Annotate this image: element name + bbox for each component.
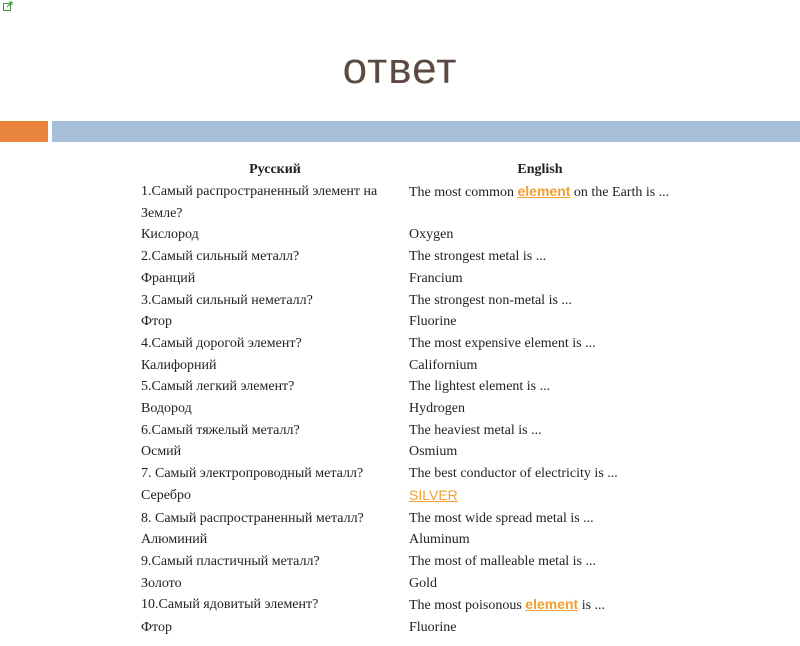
russian-cell: Калифорний <box>141 357 217 373</box>
table-row <box>141 594 671 617</box>
russian-cell: 6.Самый тяжелый металл? <box>141 422 300 438</box>
external-link-icon[interactable] <box>3 1 13 11</box>
russian-cell: 9.Самый пластичный металл? <box>141 553 320 569</box>
russian-cell: Фтор <box>141 620 172 636</box>
table-row <box>141 268 671 290</box>
table-row <box>141 181 671 224</box>
table-row <box>141 398 671 420</box>
russian-cell: Осмий <box>141 444 182 460</box>
table-row <box>141 311 671 333</box>
english-cell <box>409 594 671 617</box>
hyperlink[interactable]: element <box>517 183 571 199</box>
table-row <box>141 333 671 355</box>
english-cell: Oxygen <box>409 227 454 243</box>
page-title: ответ <box>342 44 458 93</box>
english-cell: Fluorine <box>409 314 457 330</box>
table-row <box>141 508 671 530</box>
russian-cell: Кислород <box>141 227 199 243</box>
english-cell: Francium <box>409 270 463 286</box>
russian-cell: 1.Самый распространенный элемент на Земле? <box>141 184 378 221</box>
english-cell: The lightest element is ... <box>409 379 551 395</box>
accent-bar-orange <box>0 121 48 142</box>
english-cell: Aluminum <box>409 532 470 548</box>
russian-cell: 4.Самый дорогой элемент? <box>141 335 302 351</box>
english-text-before: The most poisonous <box>409 598 526 614</box>
header-russian: Русский <box>249 162 301 177</box>
table-row <box>141 529 671 551</box>
russian-cell: 3.Самый сильный неметалл? <box>141 292 313 308</box>
english-cell: The best conductor of electricity is ... <box>409 466 618 482</box>
english-cell: The most of malleable metal is ... <box>409 553 597 569</box>
hyperlink[interactable]: element <box>525 596 579 613</box>
accent-bar-blue <box>52 121 800 142</box>
russian-cell: Франций <box>141 270 196 286</box>
russian-cell: Золото <box>141 575 182 591</box>
english-cell: Osmium <box>409 444 458 460</box>
russian-cell: Фтор <box>141 314 172 330</box>
english-cell <box>409 181 671 224</box>
russian-cell: 8. Самый распространенный металл? <box>141 510 364 526</box>
table-row <box>141 441 671 463</box>
russian-cell: Водород <box>141 401 192 417</box>
english-text-after: is ... <box>578 598 606 614</box>
russian-cell: 10.Самый ядовитый элемент? <box>141 597 319 613</box>
english-text-before: The most common <box>409 185 518 200</box>
table-row <box>141 376 671 398</box>
russian-cell: Серебро <box>141 487 192 503</box>
table-row <box>141 420 671 442</box>
russian-cell: 5.Самый легкий элемент? <box>141 379 295 395</box>
table-row <box>141 617 671 639</box>
english-cell: The heaviest metal is ... <box>409 422 542 438</box>
table-row <box>141 224 671 246</box>
english-cell: Fluorine <box>409 620 457 636</box>
english-cell: Californium <box>409 357 478 373</box>
hyperlink[interactable]: SILVER <box>409 486 458 503</box>
english-cell: Gold <box>409 575 437 591</box>
english-cell <box>409 485 671 508</box>
english-cell: The most wide spread metal is ... <box>409 510 594 526</box>
russian-cell: 2.Самый сильный металл? <box>141 249 300 265</box>
russian-cell: 7. Самый электропроводный металл? <box>141 466 364 482</box>
english-cell: The strongest non-metal is ... <box>409 292 572 308</box>
header-english: English <box>517 162 563 177</box>
table-header-row <box>141 159 671 181</box>
answers-table <box>141 159 671 639</box>
table-row <box>141 290 671 312</box>
english-cell: The most expensive element is ... <box>409 335 596 351</box>
table-row <box>141 485 671 508</box>
table-row <box>141 355 671 377</box>
russian-cell: Алюминий <box>141 532 208 548</box>
english-text-after: on the Earth is ... <box>570 185 670 200</box>
table-row <box>141 463 671 485</box>
table-row <box>141 573 671 595</box>
english-cell: The strongest metal is ... <box>409 249 547 265</box>
table-row <box>141 246 671 268</box>
table-row <box>141 551 671 573</box>
english-cell: Hydrogen <box>409 401 465 417</box>
